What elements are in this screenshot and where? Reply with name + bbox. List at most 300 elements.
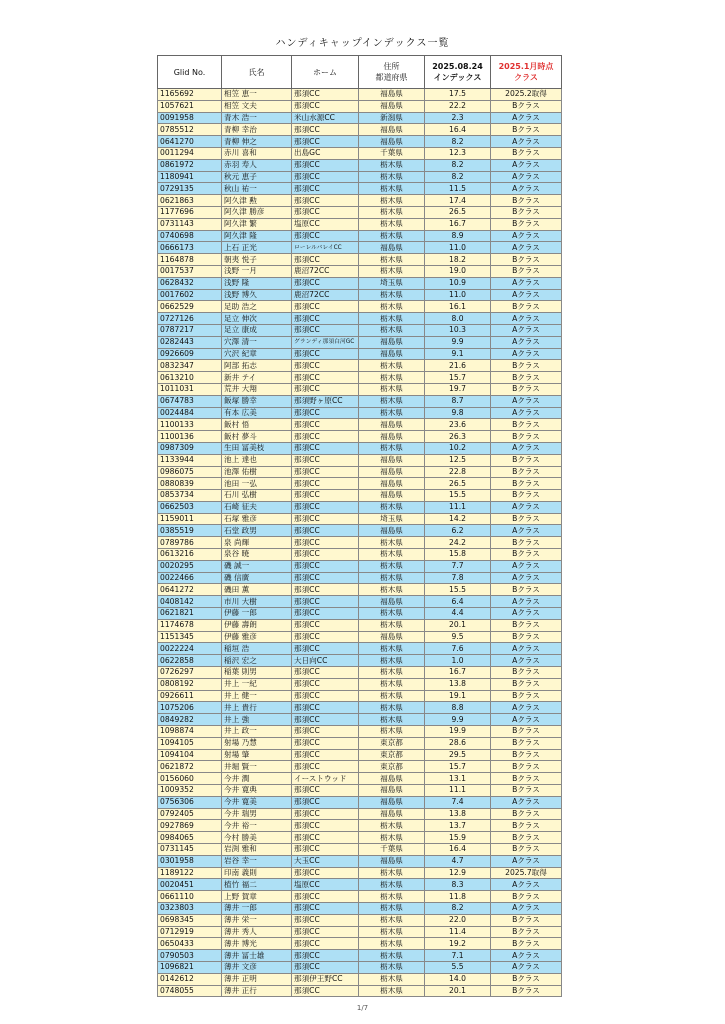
cell-name: 石堂 政男	[222, 525, 292, 537]
cell-name: 今井 瑞男	[222, 808, 292, 820]
cell-name: 池上 達也	[222, 454, 292, 466]
cell-glid: 0011294	[158, 147, 222, 159]
table-row	[158, 950, 562, 962]
cell-home: 那須CC	[292, 313, 359, 325]
cell-home: 那須CC	[292, 678, 359, 690]
cell-prefecture: 栃木県	[359, 867, 425, 879]
cell-glid: 0726297	[158, 667, 222, 679]
cell-name: 石川 弘樹	[222, 490, 292, 502]
cell-home: 那須CC	[292, 525, 359, 537]
cell-index: 16.7	[425, 218, 491, 230]
cell-home: 那須CC	[292, 360, 359, 372]
header-class-line2: クラス	[514, 73, 538, 82]
cell-index: 7.8	[425, 572, 491, 584]
cell-index: 10.9	[425, 277, 491, 289]
cell-prefecture: 福島県	[359, 136, 425, 148]
cell-name: 阿久津 勝彦	[222, 206, 292, 218]
cell-home: 那須CC	[292, 324, 359, 336]
cell-glid: 0662503	[158, 501, 222, 513]
cell-class: Bクラス	[491, 619, 562, 631]
cell-class: Aクラス	[491, 183, 562, 195]
cell-name: 井上 一紀	[222, 678, 292, 690]
cell-class: Aクラス	[491, 714, 562, 726]
cell-class: Aクラス	[491, 336, 562, 348]
cell-prefecture: 福島県	[359, 466, 425, 478]
cell-glid: 0808192	[158, 678, 222, 690]
cell-name: 石塚 雅彦	[222, 513, 292, 525]
cell-index: 11.0	[425, 289, 491, 301]
cell-prefecture: 栃木県	[359, 206, 425, 218]
cell-home: 那須CC	[292, 950, 359, 962]
cell-prefecture: 栃木県	[359, 584, 425, 596]
cell-name: 今井 寛美	[222, 796, 292, 808]
cell-index: 15.7	[425, 761, 491, 773]
cell-name: 相笠 文夫	[222, 100, 292, 112]
cell-name: 伊藤 壽朗	[222, 619, 292, 631]
table-row	[158, 301, 562, 313]
table-row	[158, 690, 562, 702]
cell-index: 9.1	[425, 348, 491, 360]
cell-index: 15.7	[425, 372, 491, 384]
page-title: ハンディキャップインデックス一覧	[275, 38, 450, 49]
cell-prefecture: 栃木県	[359, 891, 425, 903]
cell-home: 米山水源CC	[292, 112, 359, 124]
cell-index: 8.9	[425, 230, 491, 242]
cell-class: Aクラス	[491, 572, 562, 584]
cell-home: 那須CC	[292, 761, 359, 773]
cell-index: 16.4	[425, 844, 491, 856]
table-row	[158, 442, 562, 454]
cell-prefecture: 福島県	[359, 773, 425, 785]
table-row	[158, 513, 562, 525]
cell-index: 8.2	[425, 136, 491, 148]
cell-index: 15.5	[425, 584, 491, 596]
cell-class: Aクラス	[491, 242, 562, 254]
cell-index: 19.9	[425, 726, 491, 738]
table-row	[158, 277, 562, 289]
table-row	[158, 183, 562, 195]
table-row	[158, 466, 562, 478]
cell-prefecture: 東京都	[359, 737, 425, 749]
table-row	[158, 855, 562, 867]
cell-index: 4.7	[425, 855, 491, 867]
cell-home: 那須CC	[292, 230, 359, 242]
cell-prefecture: 栃木県	[359, 832, 425, 844]
table-row	[158, 737, 562, 749]
cell-home: 那須CC	[292, 195, 359, 207]
cell-glid: 0853734	[158, 490, 222, 502]
cell-home: 大玉CC	[292, 855, 359, 867]
cell-class: Aクラス	[491, 596, 562, 608]
cell-class: Aクラス	[491, 289, 562, 301]
cell-class: Bクラス	[491, 372, 562, 384]
cell-prefecture: 福島県	[359, 419, 425, 431]
cell-name: 薄井 正行	[222, 985, 292, 997]
cell-glid: 0927869	[158, 820, 222, 832]
table-row	[158, 478, 562, 490]
table-row	[158, 136, 562, 148]
cell-name: 青柳 伸之	[222, 136, 292, 148]
cell-home: 那須CC	[292, 89, 359, 101]
cell-index: 13.1	[425, 773, 491, 785]
cell-class: Bクラス	[491, 808, 562, 820]
cell-class: Aクラス	[491, 313, 562, 325]
cell-prefecture: 栃木県	[359, 159, 425, 171]
cell-prefecture: 栃木県	[359, 726, 425, 738]
cell-index: 24.2	[425, 537, 491, 549]
cell-home: 那須CC	[292, 466, 359, 478]
table-row	[158, 336, 562, 348]
cell-home: 那須CC	[292, 596, 359, 608]
cell-class: Bクラス	[491, 301, 562, 313]
cell-index: 14.2	[425, 513, 491, 525]
cell-home: 那須CC	[292, 891, 359, 903]
cell-class: Aクラス	[491, 608, 562, 620]
header-prefecture-line1: 住所	[383, 62, 400, 71]
cell-name: 赤羽 寿人	[222, 159, 292, 171]
cell-glid: 0385519	[158, 525, 222, 537]
table-row	[158, 914, 562, 926]
cell-name: 浅野 一月	[222, 265, 292, 277]
table-row	[158, 265, 562, 277]
cell-name: 薄井 一郎	[222, 902, 292, 914]
cell-index: 26.5	[425, 478, 491, 490]
cell-index: 9.5	[425, 631, 491, 643]
cell-index: 11.8	[425, 891, 491, 903]
cell-prefecture: 千葉県	[359, 844, 425, 856]
cell-name: 岩渕 雅和	[222, 844, 292, 856]
table-row	[158, 124, 562, 136]
cell-glid: 0142612	[158, 973, 222, 985]
cell-home: 那須CC	[292, 796, 359, 808]
cell-index: 8.2	[425, 902, 491, 914]
cell-home: 那須CC	[292, 584, 359, 596]
cell-home: 那須CC	[292, 372, 359, 384]
cell-index: 8.7	[425, 395, 491, 407]
cell-home: 出島GC	[292, 147, 359, 159]
cell-name: 上野 賀章	[222, 891, 292, 903]
cell-home: 那須CC	[292, 902, 359, 914]
cell-prefecture: 東京都	[359, 749, 425, 761]
table-row	[158, 549, 562, 561]
cell-glid: 0926611	[158, 690, 222, 702]
cell-glid: 0698345	[158, 914, 222, 926]
cell-index: 7.4	[425, 796, 491, 808]
cell-glid: 0926609	[158, 348, 222, 360]
cell-glid: 0740698	[158, 230, 222, 242]
cell-glid: 0641272	[158, 584, 222, 596]
cell-glid: 0986075	[158, 466, 222, 478]
cell-class: Bクラス	[491, 973, 562, 985]
cell-class: Aクラス	[491, 348, 562, 360]
cell-home: 那須CC	[292, 454, 359, 466]
cell-class: Bクラス	[491, 737, 562, 749]
cell-prefecture: 東京都	[359, 761, 425, 773]
cell-prefecture: 福島県	[359, 124, 425, 136]
cell-prefecture: 福島県	[359, 525, 425, 537]
cell-class: Bクラス	[491, 584, 562, 596]
table-row	[158, 525, 562, 537]
cell-prefecture: 福島県	[359, 478, 425, 490]
table-row	[158, 537, 562, 549]
cell-class: Bクラス	[491, 761, 562, 773]
cell-class: Bクラス	[491, 938, 562, 950]
header-index	[425, 56, 491, 89]
cell-name: 池澤 佑樹	[222, 466, 292, 478]
cell-prefecture: 栃木県	[359, 289, 425, 301]
cell-glid: 0621872	[158, 761, 222, 773]
cell-glid: 0662529	[158, 301, 222, 313]
cell-home: 那須CC	[292, 431, 359, 443]
cell-name: 穴澤 清一	[222, 336, 292, 348]
cell-name: 薄井 冨士雄	[222, 950, 292, 962]
cell-name: 薄井 正明	[222, 973, 292, 985]
cell-class: Bクラス	[491, 726, 562, 738]
table-row	[158, 667, 562, 679]
cell-index: 12.5	[425, 454, 491, 466]
cell-class: Aクラス	[491, 655, 562, 667]
cell-class: Bクラス	[491, 490, 562, 502]
cell-prefecture: 栃木県	[359, 195, 425, 207]
cell-prefecture: 栃木県	[359, 549, 425, 561]
cell-glid: 0880839	[158, 478, 222, 490]
cell-glid: 0282443	[158, 336, 222, 348]
cell-glid: 1151345	[158, 631, 222, 643]
cell-name: 青木 浩一	[222, 112, 292, 124]
cell-home: 那須CC	[292, 183, 359, 195]
cell-index: 8.3	[425, 879, 491, 891]
cell-index: 11.1	[425, 785, 491, 797]
header-id: Glid No.	[158, 56, 222, 89]
cell-name: 阿部 拓志	[222, 360, 292, 372]
table-row	[158, 171, 562, 183]
cell-name: 飯村 夢斗	[222, 431, 292, 443]
cell-prefecture: 栃木県	[359, 690, 425, 702]
cell-prefecture: 福島県	[359, 100, 425, 112]
cell-name: 生田 冨美枝	[222, 442, 292, 454]
cell-prefecture: 栃木県	[359, 643, 425, 655]
table-row	[158, 891, 562, 903]
table-row	[158, 313, 562, 325]
cell-index: 16.1	[425, 301, 491, 313]
table-row	[158, 147, 562, 159]
cell-class: Aクラス	[491, 525, 562, 537]
cell-name: 射場 肇	[222, 749, 292, 761]
cell-home: 那須CC	[292, 631, 359, 643]
cell-prefecture: 栃木県	[359, 254, 425, 266]
cell-class: Bクラス	[491, 466, 562, 478]
cell-name: 足助 浩之	[222, 301, 292, 313]
cell-class: Aクラス	[491, 395, 562, 407]
cell-class: Aクラス	[491, 796, 562, 808]
cell-glid: 0832347	[158, 360, 222, 372]
cell-index: 15.5	[425, 490, 491, 502]
cell-class: Aクラス	[491, 702, 562, 714]
cell-glid: 0987309	[158, 442, 222, 454]
table-row	[158, 832, 562, 844]
cell-class: Bクラス	[491, 100, 562, 112]
cell-home: 那須伊王野CC	[292, 973, 359, 985]
cell-name: 阿久津 勲	[222, 195, 292, 207]
table-row	[158, 796, 562, 808]
cell-glid: 1177696	[158, 206, 222, 218]
cell-class: Aクラス	[491, 171, 562, 183]
cell-class: Aクラス	[491, 501, 562, 513]
cell-name: 穴沢 紀章	[222, 348, 292, 360]
cell-name: 赤川 喜和	[222, 147, 292, 159]
cell-home: 那須CC	[292, 100, 359, 112]
cell-class: Bクラス	[491, 218, 562, 230]
cell-index: 9.8	[425, 407, 491, 419]
cell-index: 13.8	[425, 808, 491, 820]
header-row	[158, 56, 562, 89]
cell-glid: 0789786	[158, 537, 222, 549]
table-row	[158, 678, 562, 690]
cell-class: Bクラス	[491, 985, 562, 997]
cell-prefecture: 栃木県	[359, 560, 425, 572]
cell-prefecture: 栃木県	[359, 218, 425, 230]
cell-home: 那須CC	[292, 961, 359, 973]
cell-index: 11.0	[425, 242, 491, 254]
cell-name: 阿久津 繁	[222, 218, 292, 230]
cell-prefecture: 福島県	[359, 490, 425, 502]
table-row	[158, 844, 562, 856]
cell-prefecture: 栃木県	[359, 678, 425, 690]
cell-prefecture: 栃木県	[359, 171, 425, 183]
cell-class: Aクラス	[491, 961, 562, 973]
table-row	[158, 702, 562, 714]
cell-prefecture: 栃木県	[359, 667, 425, 679]
cell-name: 磯 信廣	[222, 572, 292, 584]
cell-index: 15.8	[425, 549, 491, 561]
cell-class: Aクラス	[491, 902, 562, 914]
cell-glid: 1174678	[158, 619, 222, 631]
cell-name: 相笠 恵一	[222, 89, 292, 101]
cell-prefecture: 埼玉県	[359, 513, 425, 525]
cell-prefecture: 栃木県	[359, 879, 425, 891]
cell-name: 今井 寛典	[222, 785, 292, 797]
table-row	[158, 218, 562, 230]
cell-glid: 1100136	[158, 431, 222, 443]
cell-name: 有本 広美	[222, 407, 292, 419]
cell-glid: 0756306	[158, 796, 222, 808]
table-row	[158, 714, 562, 726]
cell-index: 12.3	[425, 147, 491, 159]
cell-class: Aクラス	[491, 159, 562, 171]
cell-prefecture: 栃木県	[359, 572, 425, 584]
cell-index: 22.2	[425, 100, 491, 112]
cell-name: 磯田 薫	[222, 584, 292, 596]
cell-home: 那須CC	[292, 926, 359, 938]
cell-glid: 0712919	[158, 926, 222, 938]
table-row	[158, 89, 562, 101]
header-index-line2: インデックス	[433, 73, 482, 82]
cell-prefecture: 栃木県	[359, 360, 425, 372]
cell-glid: 0622858	[158, 655, 222, 667]
cell-prefecture: 栃木県	[359, 655, 425, 667]
cell-prefecture: 栃木県	[359, 608, 425, 620]
cell-home: 那須CC	[292, 702, 359, 714]
cell-glid: 0156060	[158, 773, 222, 785]
cell-name: 薄井 秀人	[222, 926, 292, 938]
cell-glid: 0091958	[158, 112, 222, 124]
cell-class: Bクラス	[491, 926, 562, 938]
cell-home: 那須CC	[292, 572, 359, 584]
cell-glid: 0727126	[158, 313, 222, 325]
cell-glid: 0790503	[158, 950, 222, 962]
cell-home: 那須CC	[292, 513, 359, 525]
cell-prefecture: 栃木県	[359, 301, 425, 313]
cell-class: Bクラス	[491, 537, 562, 549]
cell-name: 朝夷 悦子	[222, 254, 292, 266]
cell-index: 13.7	[425, 820, 491, 832]
cell-name: 荒井 大翔	[222, 383, 292, 395]
table-row	[158, 431, 562, 443]
cell-home: 鹿沼72CC	[292, 289, 359, 301]
cell-prefecture: 栃木県	[359, 985, 425, 997]
cell-glid: 1094104	[158, 749, 222, 761]
table-row	[158, 985, 562, 997]
cell-class: Bクラス	[491, 124, 562, 136]
cell-class: Bクラス	[491, 891, 562, 903]
cell-glid: 1189122	[158, 867, 222, 879]
cell-name: 飯塚 勝幸	[222, 395, 292, 407]
cell-name: 市川 大樹	[222, 596, 292, 608]
cell-class: Aクラス	[491, 230, 562, 242]
table-row	[158, 867, 562, 879]
cell-name: 稲垣 浩	[222, 643, 292, 655]
cell-prefecture: 栃木県	[359, 372, 425, 384]
cell-name: 伊藤 雅彦	[222, 631, 292, 643]
cell-glid: 0621863	[158, 195, 222, 207]
cell-home: 那須CC	[292, 690, 359, 702]
cell-class: Bクラス	[491, 195, 562, 207]
table-row	[158, 584, 562, 596]
cell-prefecture: 福島県	[359, 785, 425, 797]
table-row	[158, 655, 562, 667]
table-row	[158, 159, 562, 171]
cell-glid: 0628432	[158, 277, 222, 289]
cell-home: 那須CC	[292, 407, 359, 419]
cell-glid: 1100133	[158, 419, 222, 431]
cell-prefecture: 福島県	[359, 89, 425, 101]
cell-index: 19.2	[425, 938, 491, 950]
cell-home: 那須CC	[292, 442, 359, 454]
cell-index: 21.6	[425, 360, 491, 372]
table-row	[158, 383, 562, 395]
cell-home: 那須CC	[292, 808, 359, 820]
table-row	[158, 112, 562, 124]
cell-prefecture: 福島県	[359, 336, 425, 348]
cell-glid: 1098874	[158, 726, 222, 738]
cell-index: 9.9	[425, 714, 491, 726]
cell-prefecture: 栃木県	[359, 702, 425, 714]
cell-prefecture: 栃木県	[359, 313, 425, 325]
cell-index: 28.6	[425, 737, 491, 749]
cell-index: 19.0	[425, 265, 491, 277]
cell-home: 那須CC	[292, 667, 359, 679]
cell-class: Aクラス	[491, 407, 562, 419]
cell-home: 塩原CC	[292, 218, 359, 230]
cell-name: 今井 潤	[222, 773, 292, 785]
cell-class: Bクラス	[491, 631, 562, 643]
cell-home: 那須CC	[292, 938, 359, 950]
table-row	[158, 195, 562, 207]
cell-glid: 0792405	[158, 808, 222, 820]
cell-home: 那須CC	[292, 383, 359, 395]
cell-class: Bクラス	[491, 773, 562, 785]
cell-index: 11.5	[425, 183, 491, 195]
